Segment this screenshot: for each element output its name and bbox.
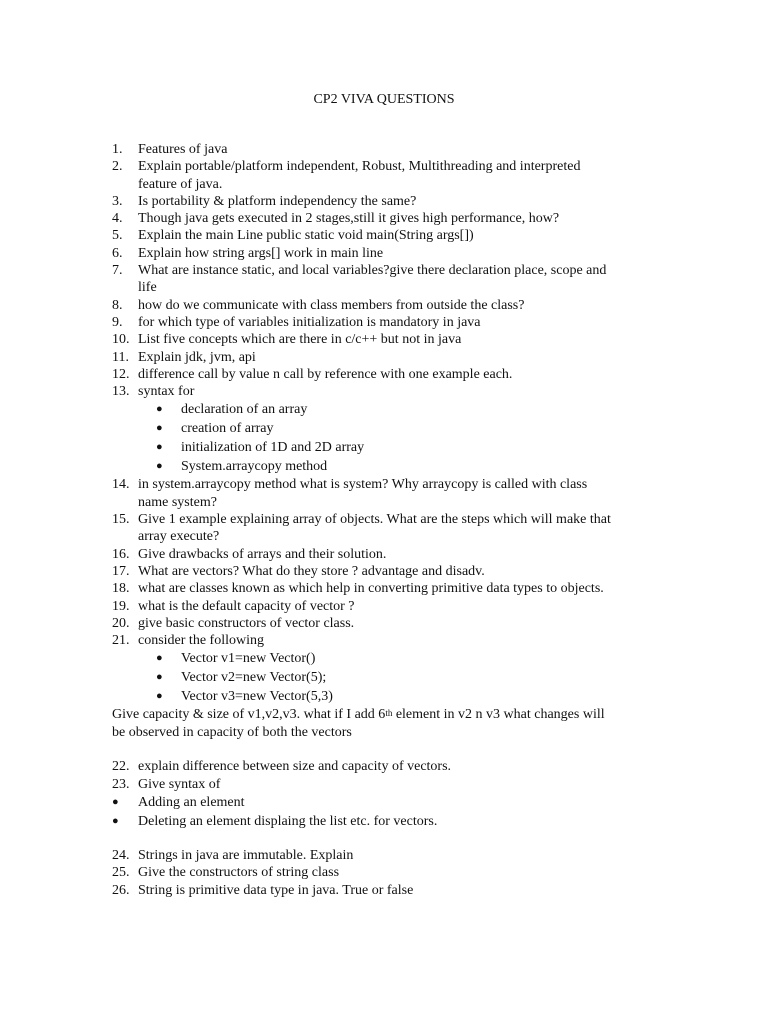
question-text: Features of java (138, 142, 228, 157)
question-text: in system.arraycopy method what is system? Why arraycopy is called with class (138, 477, 588, 493)
question-text: consider the following (138, 633, 264, 649)
bullet-icon: ● (156, 690, 163, 703)
question-text: for which type of variables initialization is mandatory in java (138, 314, 481, 330)
question-text: how do we communicate with class members from outside the class? (138, 297, 525, 313)
questions-24-26 (112, 847, 672, 899)
paragraph-text-1: Give capacity & size of v1,v2,v3. what if I add 6 (112, 707, 386, 723)
bullet-text: Vector v2=new Vector(5); (181, 670, 327, 686)
question-text: List five concepts which are there in c/c++ but not in java (138, 332, 462, 348)
question-number: 10. (112, 332, 130, 348)
questions-14-21 (112, 476, 672, 649)
bullet-icon: ● (156, 422, 163, 435)
spacer (112, 831, 672, 847)
spacer (112, 742, 672, 758)
question-text: life (138, 280, 157, 296)
question-item (112, 528, 672, 545)
question-item (112, 366, 672, 383)
question-item (112, 511, 672, 528)
question-number: 7. (112, 263, 123, 279)
question-item (112, 314, 672, 331)
question-item (112, 297, 672, 314)
question-item (112, 193, 672, 210)
question-number (112, 279, 138, 296)
bullet-icon: ● (156, 460, 163, 473)
question-item (112, 615, 672, 632)
question-item (112, 494, 672, 511)
question-number: 22. (112, 759, 130, 775)
question-text: Though java gets executed in 2 stages,still it gives high performance, how? (138, 211, 560, 227)
bullet-item (112, 649, 672, 668)
bullet-item (112, 793, 672, 812)
question-text: Give the constructors of string class (138, 865, 340, 881)
question-item (112, 580, 672, 597)
bullet-item (112, 668, 672, 687)
question-number: 8. (112, 297, 123, 313)
question-number: 2. (112, 159, 123, 175)
bullet-item (112, 457, 672, 476)
bullet-text: Deleting an element displaing the list etc. for vectors. (138, 814, 438, 830)
question-number: 16. (112, 546, 130, 562)
question-number: 5. (112, 228, 123, 244)
question-item (112, 758, 672, 775)
question-number: 18. (112, 581, 130, 597)
vector-syntax-bullets (112, 793, 672, 831)
question-item (112, 158, 672, 175)
question-text: Give syntax of (138, 776, 221, 792)
question-text: what is the default capacity of vector ? (138, 598, 355, 614)
question-text: Explain portable/platform independent, Robust, Multithreading and interpreted (138, 159, 581, 175)
question-number: 24. (112, 848, 130, 864)
question-text: What are vectors? What do they store ? advantage and disadv. (138, 563, 485, 579)
question-number: 6. (112, 245, 123, 261)
question-text: Give 1 example explaining array of objects. What are the steps which will make that (138, 512, 611, 528)
vector-example-bullets (112, 649, 672, 706)
question-number: 23. (112, 776, 130, 792)
question-list (112, 141, 672, 899)
bullet-text: Vector v1=new Vector() (181, 651, 316, 667)
question-number: 25. (112, 865, 130, 881)
question-text: String is primitive data type in java. True or false (138, 882, 414, 898)
question-number (112, 176, 138, 193)
question-text: explain difference between size and capacity of vectors. (138, 759, 452, 775)
question-item (112, 864, 672, 881)
question-item (112, 210, 672, 227)
paragraph-superscript: th (385, 708, 393, 719)
question-number (112, 528, 138, 545)
question-text: give basic constructors of vector class. (138, 615, 355, 631)
question-text: What are instance static, and local variables?give there declaration place, scope and (138, 263, 607, 279)
question-item (112, 383, 672, 400)
bullet-text: System.arraycopy method (181, 459, 328, 475)
question-item (112, 141, 672, 158)
bullet-text: declaration of an array (181, 402, 308, 418)
question-text: Is portability & platform independency the same? (138, 193, 417, 209)
question-item (112, 176, 672, 193)
question-number: 1. (112, 142, 123, 157)
question-number: 11. (112, 349, 129, 365)
question-item (112, 598, 672, 615)
bullet-text: initialization of 1D and 2D array (181, 440, 365, 456)
bullet-item (112, 419, 672, 438)
question-number: 9. (112, 314, 123, 330)
question-number: 3. (112, 193, 123, 209)
question-text: feature of java. (138, 176, 223, 192)
bullet-icon: ● (156, 441, 163, 454)
question-item (112, 546, 672, 563)
paragraph-line-2: be observed in capacity of both the vectors (112, 725, 352, 741)
bullet-icon: ● (156, 671, 163, 684)
question-item (112, 847, 672, 864)
bullet-item (112, 812, 672, 831)
question-item (112, 632, 672, 649)
question-number: 21. (112, 633, 130, 649)
question-number: 13. (112, 384, 130, 400)
question-item (112, 279, 672, 296)
question-item (112, 245, 672, 262)
question-item (112, 563, 672, 580)
bullet-text: Vector v3=new Vector(5,3) (181, 689, 333, 705)
bullet-icon: ● (156, 403, 163, 416)
question-text: Explain the main Line public static void main(String args[]) (138, 228, 474, 244)
bullet-icon: ● (156, 652, 163, 665)
question-number: 12. (112, 366, 130, 382)
question-item (112, 262, 672, 279)
question-number: 26. (112, 882, 130, 898)
question-number (112, 494, 138, 511)
vector-capacity-paragraph (112, 706, 672, 742)
bullet-item (112, 687, 672, 706)
question-text: Strings in java are immutable. Explain (138, 848, 354, 864)
bullet-item (112, 438, 672, 457)
question-item (112, 776, 672, 793)
question-item (112, 476, 672, 493)
question-item (112, 331, 672, 348)
question-item (112, 349, 672, 366)
questions-22-23 (112, 758, 672, 793)
bullet-item (112, 400, 672, 419)
question-number: 4. (112, 211, 123, 227)
question-number: 14. (112, 477, 130, 493)
question-item (112, 882, 672, 899)
question-text: array execute? (138, 529, 220, 545)
question-number: 20. (112, 615, 130, 631)
paragraph-text-2: element in v2 n v3 what changes will (392, 707, 605, 723)
bullet-icon: ● (112, 815, 119, 828)
question-number: 17. (112, 563, 130, 579)
question-text: Explain jdk, jvm, api (138, 349, 256, 365)
question-text: name system? (138, 494, 217, 510)
bullet-text: creation of array (181, 421, 274, 437)
question-item (112, 227, 672, 244)
bullet-icon: ● (112, 796, 119, 809)
bullet-text: Adding an element (138, 795, 245, 811)
page-title: CP2 VIVA QUESTIONS (313, 92, 455, 107)
question-number: 15. (112, 512, 130, 528)
questions-1-13 (112, 141, 672, 400)
question-text: Give drawbacks of arrays and their solution. (138, 546, 387, 562)
question-text: syntax for (138, 384, 195, 400)
array-syntax-bullets (112, 400, 672, 476)
question-text: difference call by value n call by reference with one example each. (138, 366, 513, 382)
question-number: 19. (112, 598, 130, 614)
question-text: Explain how string args[] work in main line (138, 245, 384, 261)
question-text: what are classes known as which help in converting primitive data types to objects. (138, 581, 604, 597)
